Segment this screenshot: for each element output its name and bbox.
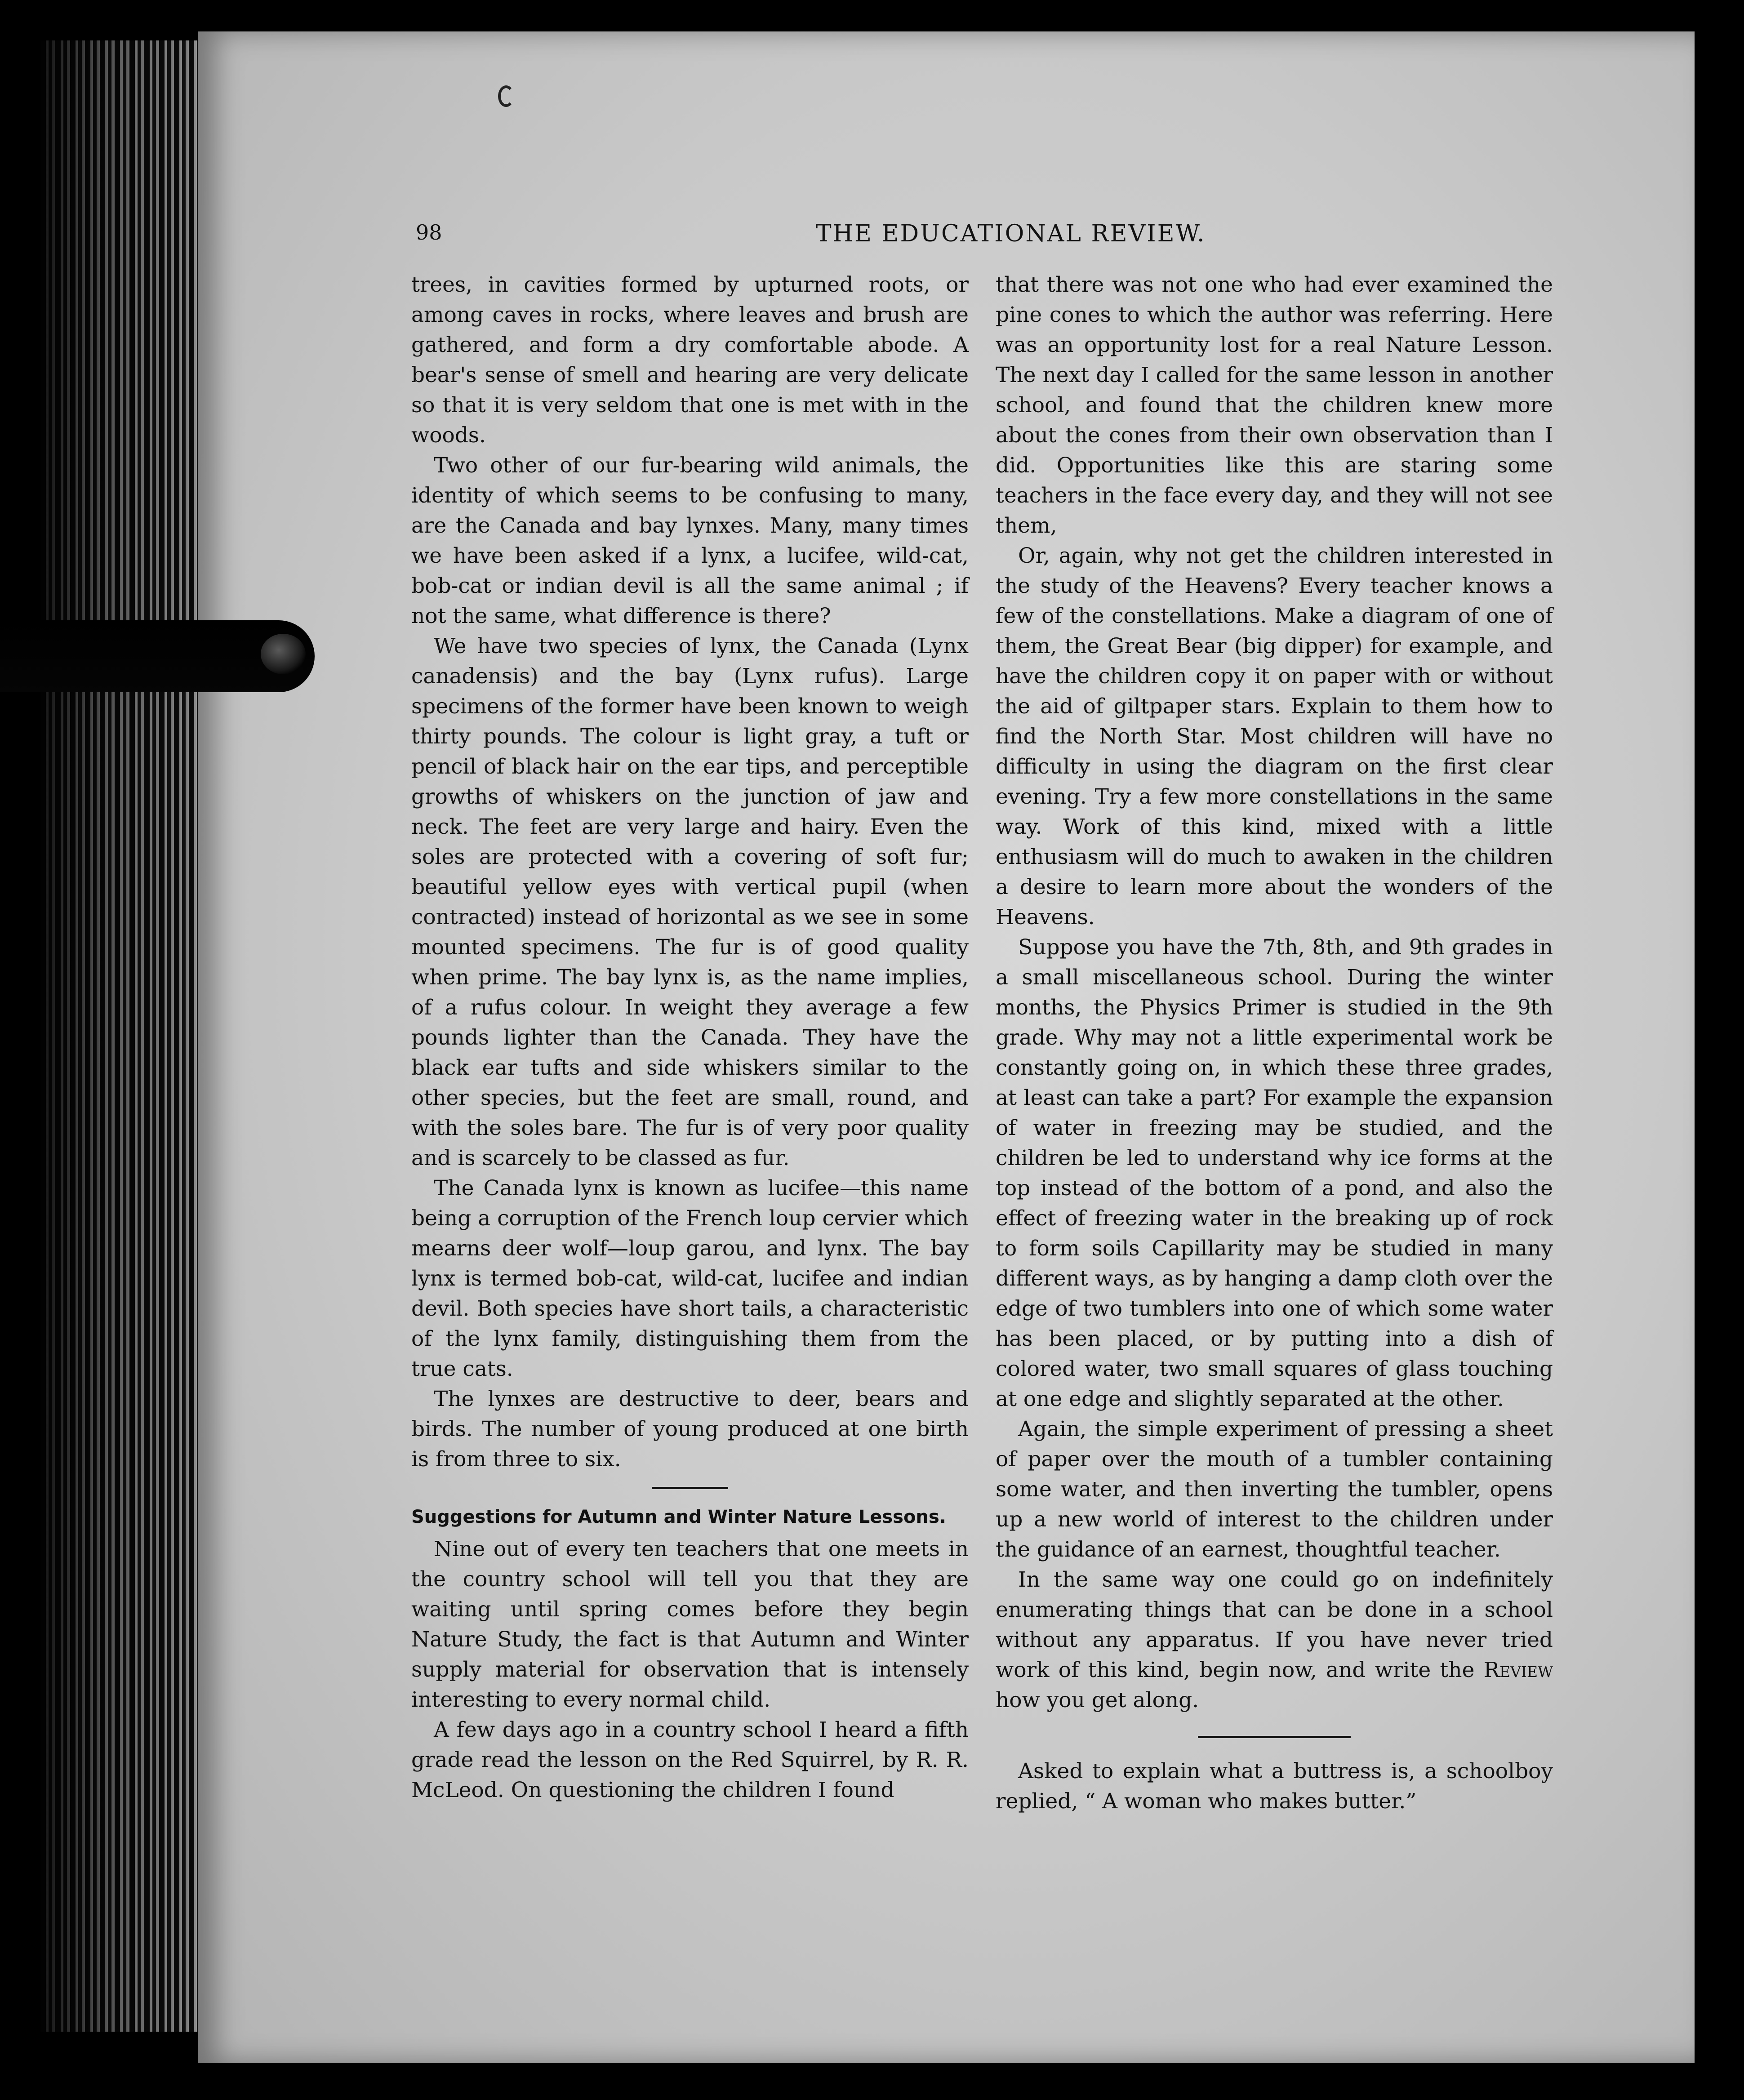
paragraph-text: In the same way one could go on indefinitely enumerating things that can be done in a school without any apparatus. If you have never tried work of this kind, begin now, and write the (996, 1567, 1553, 1682)
thumbnail-highlight (261, 634, 306, 674)
page-number: 98 (416, 220, 442, 245)
stray-ink-mark (498, 85, 514, 107)
paragraph: Suppose you have the 7th, 8th, and 9th grades in a small miscellaneous school. During the winter months, the Physics Primer is studied in the 9th grade. Why may not a little experimental work be constantly going on, in which these three grades, at least can take a part? For example the expansion of water in freezing may be studied, and the children be led to understand why ice forms at the top instead of the bottom of a pond, and also the effect of freezing water in the breaking up of rock to form soils Capillarity may be studied in many different ways, as by hanging a damp cloth over the edge of two tumblers into one of which some water has been placed, or by putting into a dish of colored water, two small squares of glass touching at one edge and slightly separated at the other. (996, 935, 1553, 1411)
paragraph: A few days ago in a country school I heard a fifth grade read the lesson on the Red Squirrel, by R. R. McLeod. On questioning the children I found (411, 1717, 969, 1802)
paragraph: The Canada lynx is known as lucifee—this name being a corruption of the French loup cervier which mearns deer wolf—loup garou, and lynx. The bay lynx is termed bob-cat, wild-cat, lucifee and indian devil. Both species have short tails, a characteristic of the lynx family, distinguishing them from the true cats. (411, 1176, 969, 1381)
paragraph: Or, again, why not get the children interested in the study of the Heavens? Every teacher knows a few of the constellations. Make a diagram of one of them, the Great Bear (big dipper) for example, and have the children copy it on paper with or without the aid of giltpaper stars. Explain to them how to find the North Star. Most children will have no difficulty in using the diagram on the first clear evening. Try a few more constellations in the same way. Work of this kind, mixed with a little enthusiasm will do much to awaken in the children a desire to learn more about the wonders of the Heavens. (996, 543, 1553, 930)
anecdote-paragraph: Asked to explain what a buttress is, a schoolboy replied, “ A woman who makes butter.” (996, 1759, 1553, 1814)
section-heading: Suggestions for Autumn and Winter Nature Lessons. (411, 1507, 946, 1527)
running-header (416, 220, 1575, 256)
paragraph: Again, the simple experiment of pressing a sheet of paper over the mouth of a tumbler containing some water, and then inverting the tumbler, opens up a new world of interest to the children under the guidance of an earnest, thoughtful teacher. (996, 1417, 1553, 1562)
paragraph: We have two species of lynx, the Canada (Lynx canadensis) and the bay (Lynx rufus). Large specimens of the former have been known to weigh thirty pounds. The colour is light gray, a tuft or pencil of black hair on the ear tips, and perceptible growths of whiskers on the junction of jaw and neck. The feet are very large and hairy. Even the soles are protected with a covering of soft fur; beautiful yellow eyes with vertical pupil (when contracted) instead of horizontal as we see in some mounted specimens. The fur is of good quality when prime. The bay lynx is, as the name implies, of a rufus colour. In weight they average a few pounds lighter than the Canada. They have the black ear tufts and side whiskers similar to the other species, but the feet are small, round, and with the soles bare. The fur is of very poor quality and is scarcely to be classed as fur. (411, 634, 969, 1170)
right-column (996, 270, 1553, 1816)
page-edge-shadow (40, 40, 211, 2032)
paragraph: The lynxes are destructive to deer, bears and birds. The number of young produced at one birth is from three to six. (411, 1387, 969, 1472)
paragraph: that there was not one who had ever examined the pine cones to which the author was referring. Here was an opportunity lost for a real Nature Lesson. The next day I called for the same lesson in another school, and found that the children knew more about the cones from their own observation than I did. Opportunities like this are staring some teachers in the face every day, and they will not see them, (996, 272, 1553, 538)
left-column (411, 270, 969, 1805)
paragraph: Nine out of every ten teachers that one meets in the country school will tell you that they are waiting until spring comes before they begin Nature Study, the fact is that Autumn and Winter supply material for observation that is intensely interesting to every normal child. (411, 1537, 969, 1712)
paragraph (996, 1565, 1553, 1715)
journal-title: THE EDUCATIONAL REVIEW. (816, 220, 1206, 247)
review-smallcaps: Review (1483, 1658, 1553, 1682)
paragraph: Two other of our fur-bearing wild animals, the identity of which seems to be confusing to many, are the Canada and bay lynxes. Many, many times we have been asked if a lynx, a lucifee, wild-cat, bob-cat or indian devil is all the same animal ; if not the same, what difference is there? (411, 453, 969, 628)
paragraph-text: how you get along. (996, 1688, 1199, 1713)
paragraph: trees, in cavities formed by upturned roots, or among caves in rocks, where leaves and brush are gathered, and form a dry comfortable abode. A bear's sense of smell and hearing are very delicate so that it is very seldom that one is met with in the woods. (411, 272, 969, 448)
section-divider (652, 1487, 728, 1489)
section-divider (1198, 1736, 1351, 1738)
